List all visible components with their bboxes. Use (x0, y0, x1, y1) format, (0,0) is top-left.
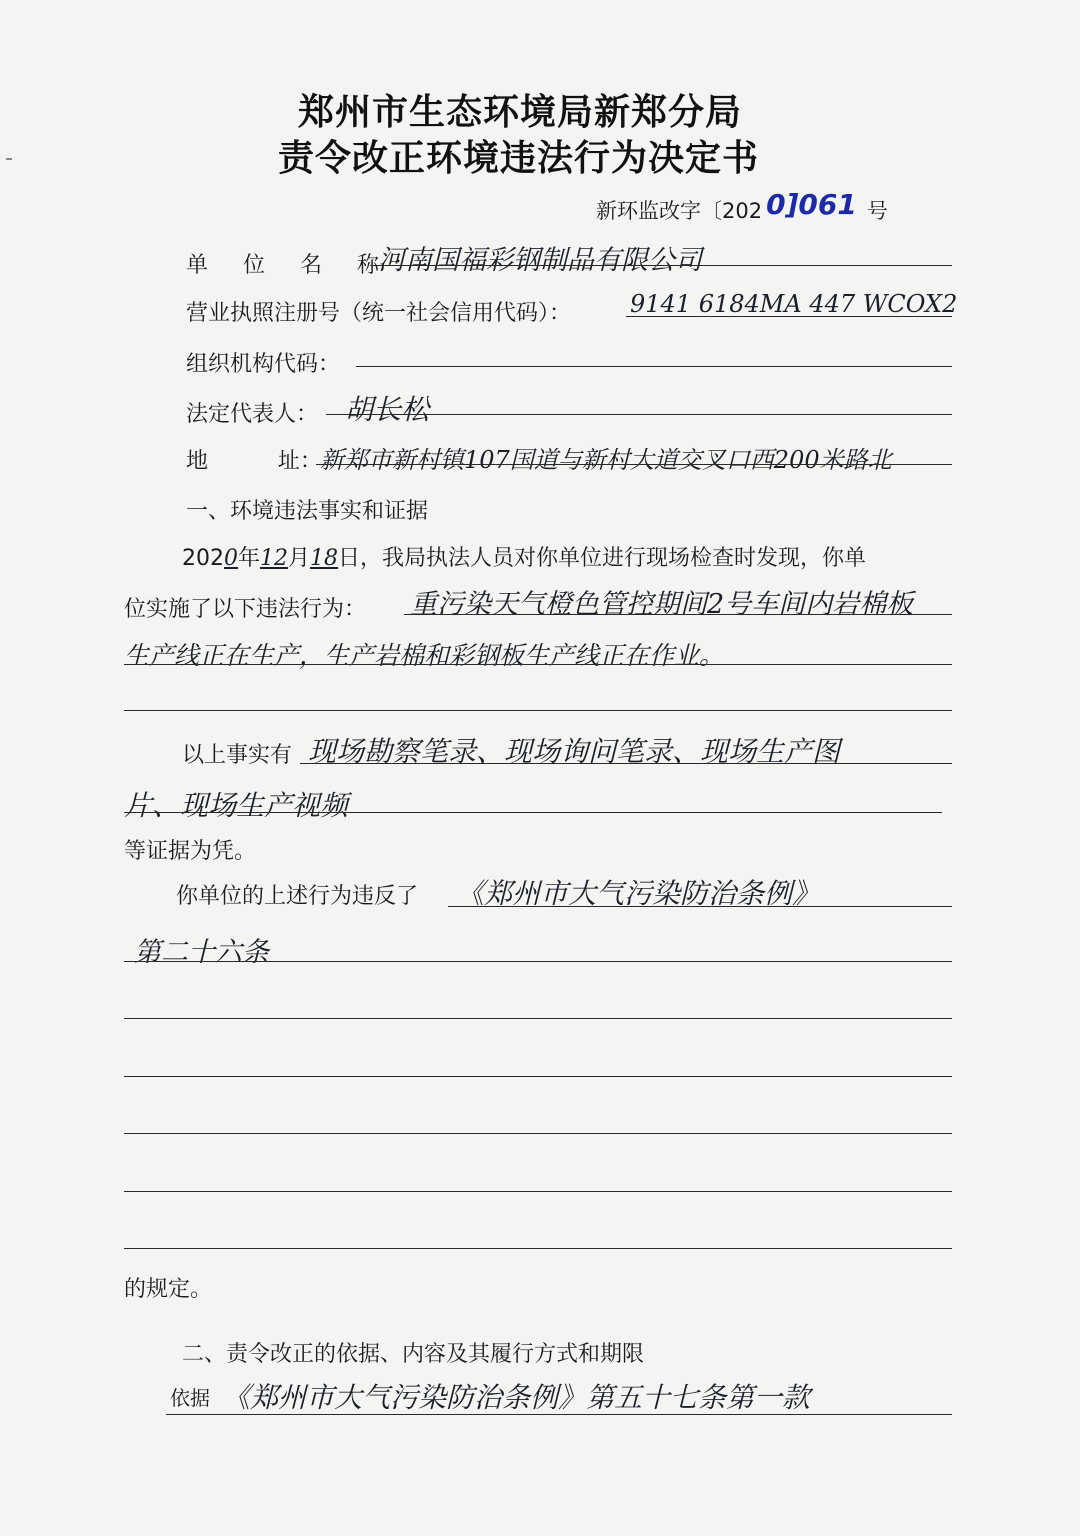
unit-name-label: 单 位 名 称： (186, 253, 429, 278)
doc-number-suffix: 号 (866, 199, 888, 223)
blank-line-4 (124, 1191, 952, 1192)
violation-regulation-underline1 (448, 906, 952, 907)
basis-underline (166, 1414, 952, 1415)
basis-value: 《郑州市大气污染防治条例》第五十七条第一款 (222, 1381, 811, 1414)
blank-line-3 (124, 1133, 952, 1134)
violation-act-prefix: 位实施了以下违法行为： (124, 597, 367, 622)
violation-act-underline2 (124, 664, 952, 665)
inspection-date-sentence (182, 541, 866, 572)
evidence-prefix: 以上事实有 (182, 743, 293, 768)
address-label: 地 址： (186, 449, 322, 474)
unit-name-value: 河南国福彩钢制品有限公司 (378, 245, 702, 276)
date-rest: 日，我局执法人员对你单位进行现场检查时发现，你单 (338, 546, 867, 571)
scan-mark-left (6, 158, 12, 160)
blank-line-1 (124, 1018, 952, 1019)
legal-rep-underline (326, 414, 952, 415)
violation-act-line1: 重污染天气橙色管控期间2号车间内岩棉板 (410, 589, 914, 620)
violation-regulation-line2: 第二十六条 (134, 937, 269, 968)
org-code-underline (356, 366, 952, 367)
date-year-suffix: 年 (238, 546, 261, 571)
evidence-line1: 现场勘察笔录、现场询问笔录、现场生产图 (308, 735, 841, 768)
violation-act-underline1 (404, 614, 952, 615)
blank-line-2 (124, 1076, 952, 1077)
violation-regulation-prefix: 你单位的上述行为违反了 (176, 884, 419, 909)
doc-number-prefix: 新环监改字〔202 (596, 199, 763, 223)
violation-act-line2: 生产线正在生产，生产岩棉和彩钢板生产线正在作业。 (124, 641, 725, 670)
unit-name-underline (370, 265, 952, 266)
org-code-label: 组织机构代码： (186, 352, 341, 377)
violation-regulation-underline2 (124, 961, 952, 962)
evidence-line2: 片、现场生产视频 (124, 789, 349, 822)
license-label: 营业执照注册号（统一社会信用代码）： (186, 301, 572, 326)
evidence-suffix: 等证据为凭。 (124, 839, 257, 864)
date-year-value: 0 (224, 546, 238, 571)
section2-heading: 二、责令改正的依据、内容及其履行方式和期限 (182, 1342, 645, 1367)
legal-rep-value: 胡长松 (345, 393, 430, 426)
evidence-underline1 (300, 763, 952, 764)
date-month-suffix: 月 (288, 546, 311, 571)
doc-number-handwritten: 0]061 (766, 188, 857, 221)
legal-rep-label: 法定代表人： (186, 402, 319, 427)
doc-number (596, 188, 888, 225)
license-value: 9141 6184MA 447 WCOX2 (630, 290, 958, 318)
doc-title-line2: 责令改正环境违法行为决定书 (278, 137, 760, 179)
date-prefix: 202 (182, 546, 224, 571)
evidence-underline2 (124, 812, 942, 813)
violation-regulation-suffix: 的规定。 (124, 1277, 213, 1302)
date-day-value: 18 (310, 546, 339, 571)
license-underline (626, 316, 952, 317)
date-month-value: 12 (260, 546, 289, 571)
doc-title-line1: 郑州市生态环境局新郑分局 (298, 91, 743, 133)
basis-prefix: 依据 (170, 1386, 210, 1410)
address-underline (316, 464, 952, 465)
violation-regulation-line1: 《郑州市大气污染防治条例》 (456, 877, 821, 910)
section1-heading: 一、环境违法事实和证据 (186, 499, 429, 524)
violation-act-underline3 (124, 710, 952, 711)
blank-line-5 (124, 1248, 952, 1249)
address-value: 新郑市新村镇107国道与新村大道交叉口西200米路北 (320, 446, 892, 474)
